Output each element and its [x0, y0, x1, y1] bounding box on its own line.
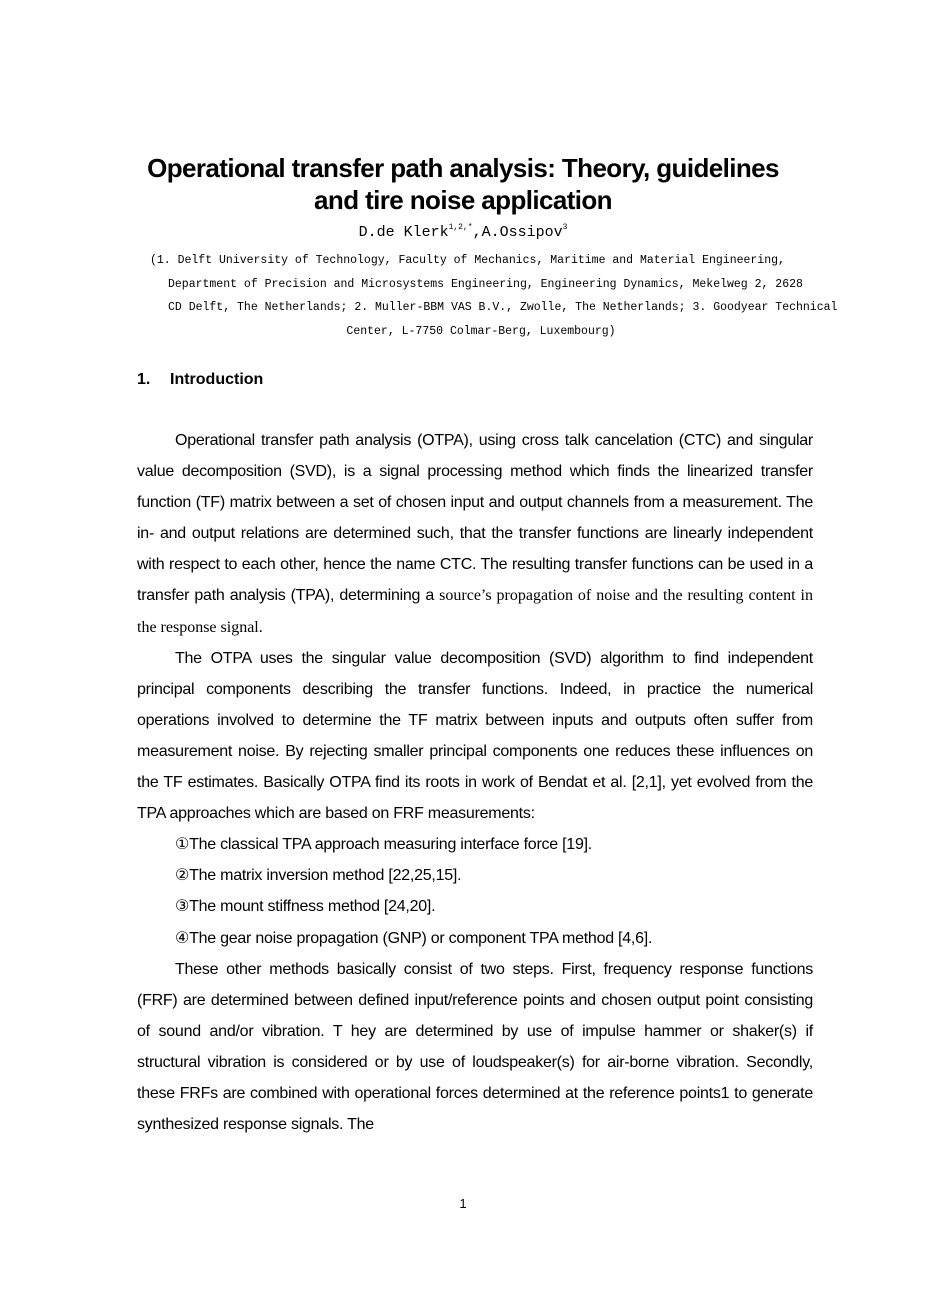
- list-item: ②The matrix inversion method [22,25,15].: [175, 867, 462, 885]
- affiliations: [150, 249, 838, 343]
- author-name: D.de Klerk: [358, 224, 449, 241]
- paragraph: The OTPA uses the singular value decomposition (SVD) algorithm to find independent principal components describing the transfer functions. Indeed, in practice the numerical operations involved to determine the TF matrix between inputs and outputs often suffer from measurement noise. By rejecting smaller principal components one reduces these influences on the TF estimates. Basically OTPA find its roots in work of Bendat et al. [2,1], yet evolved from the TPA approaches which are based on FRF measurements:: [137, 649, 813, 823]
- list-item: ④The gear noise propagation (GNP) or component TPA method [4,6].: [175, 929, 653, 947]
- affiliation-line: Department of Precision and Microsystems Engineering, Engineering Dynamics, Mekelweg 2, 2628: [168, 277, 803, 291]
- page-number: 1: [459, 1196, 467, 1211]
- author-separator: ,: [472, 224, 482, 241]
- section-title: Introduction: [170, 371, 264, 388]
- paragraph-text: Operational transfer path analysis (OTPA), using cross talk cancelation (CTC) and singular value decomposition (SVD), is a signal processing method which finds the linearized transfer function (TF) matrix between a set of chosen input and output channels from a measurement. The in- and output relations are determined such, that the transfer functions are linearly independent with respect to each other, hence the name CTC. The resulting transfer functions can be used in a transfer path analysis (TPA), determining a: [137, 432, 813, 605]
- affiliation-line: Center, L-7750 Colmar-Berg, Luxembourg): [346, 324, 616, 338]
- author-list: [100, 218, 826, 243]
- body-text: [137, 425, 813, 1140]
- list-item: ①The classical TPA approach measuring interface force [19].: [175, 836, 592, 854]
- list-item: ③The mount stiffness method [24,20].: [175, 898, 436, 916]
- affiliation-line: (1. Delft University of Technology, Faculty of Mechanics, Maritime and Material Engineering,: [150, 254, 785, 267]
- paper-title: [100, 152, 826, 216]
- author-affiliation-marks: 1,2,*: [448, 223, 473, 232]
- section-number: 1.: [137, 371, 151, 388]
- author-affiliation-marks: 3: [562, 223, 568, 232]
- paragraph: These other methods basically consist of two steps. First, frequency response functions (FRF) are determined between defined input/reference points and chosen output point consisting of sound and/or vibration. T hey are determined by use of impulse hammer or shaker(s) if structural vibration is considered or by use of loudspeaker(s) for air-borne vibration. Secondly, these FRFs are combined with operational forces determined at the reference points1 to generate synthesized response signals. The: [137, 960, 813, 1134]
- affiliation-line: CD Delft, The Netherlands; 2. Muller-BBM VAS B.V., Zwolle, The Netherlands; 3. Goodyear Technical: [168, 301, 838, 314]
- author-name: A.Ossipov: [481, 224, 563, 241]
- paragraph-text-tail: source’s propagation of noise and the resulting content in the response signal.: [137, 587, 813, 636]
- title-line-1: Operational transfer path analysis: Theory, guidelines: [147, 153, 779, 183]
- title-line-2: and tire noise application: [314, 185, 612, 215]
- section-heading: [137, 369, 263, 391]
- paragraph: [137, 425, 813, 643]
